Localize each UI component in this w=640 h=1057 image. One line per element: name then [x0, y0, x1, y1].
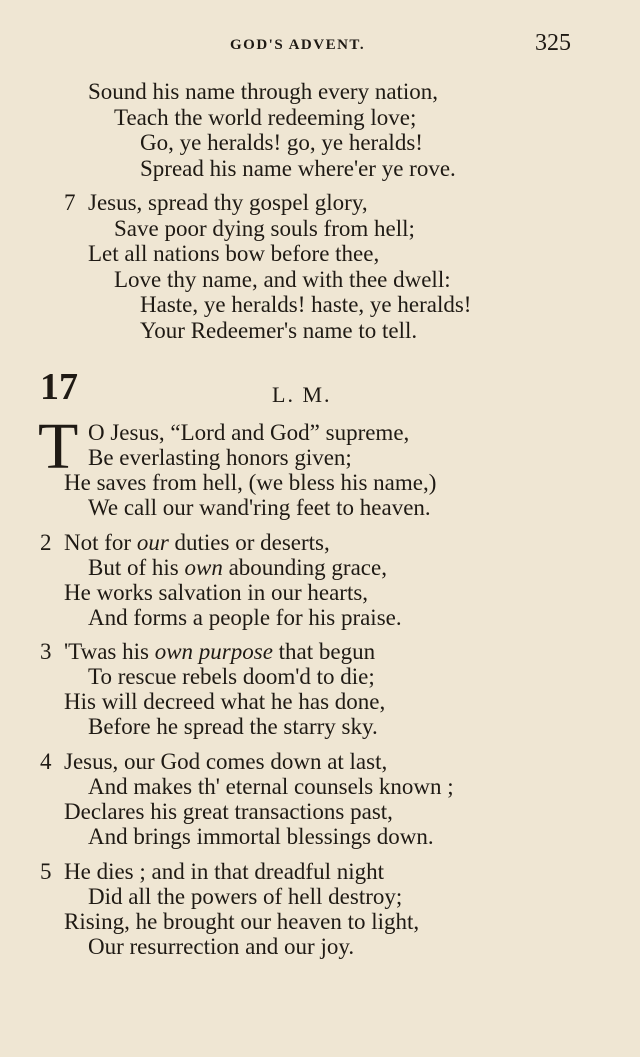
italic-emphasis: own — [184, 555, 223, 580]
verse-line: Spread his name where'er ye rove. — [140, 156, 456, 181]
running-head: GOD'S ADVENT. — [230, 37, 366, 53]
verse-line — [88, 556, 387, 579]
text-span: duties or deserts, — [168, 530, 330, 555]
verse-line: Your Redeemer's name to tell. — [140, 318, 418, 343]
verse-line: Before he spread the starry sky. — [88, 714, 378, 739]
italic-emphasis: own purpose — [154, 639, 273, 664]
verse-line: Love thy name, and with thee dwell: — [114, 267, 451, 292]
verse-line: And brings immortal blessings down. — [88, 824, 434, 849]
verse-number: 2 — [40, 530, 52, 555]
verse-line: Jesus, our God comes down at last, — [64, 749, 388, 774]
italic-emphasis: our — [136, 530, 169, 555]
verse-line: Sound his name through every nation, — [88, 79, 439, 104]
verse-line: Let all nations bow before thee, — [88, 241, 380, 266]
verse-line: And makes th' eternal counsels known ; — [88, 774, 454, 799]
text-span: that begun — [272, 639, 376, 664]
verse-line: O Jesus, “Lord and God” supreme, — [88, 420, 410, 445]
hymn-meter: L. M. — [272, 382, 332, 407]
verse-line: Be everlasting honors given; — [88, 445, 352, 470]
verse-line: Rising, he brought our heaven to light, — [64, 909, 420, 934]
verse-line: Declares his great transactions past, — [64, 799, 393, 824]
verse-number: 4 — [40, 749, 52, 774]
verse-line: Our resurrection and our joy. — [88, 934, 355, 959]
page-number: 325 — [535, 30, 571, 56]
verse-number: 3 — [40, 639, 52, 664]
verse-line: Jesus, spread thy gospel glory, — [88, 190, 368, 215]
verse-line: Did all the powers of hell destroy; — [88, 884, 403, 909]
verse-line: Haste, ye heralds! haste, ye heralds! — [140, 292, 472, 317]
drop-cap: T — [38, 410, 79, 483]
verse-line: To rescue rebels doom'd to die; — [88, 664, 375, 689]
hymn-number: 17 — [40, 366, 78, 408]
verse-line: We call our wand'ring feet to heaven. — [88, 495, 431, 520]
text-span: Not for — [64, 530, 137, 555]
verse-line — [64, 531, 330, 554]
verse-line: And forms a people for his praise. — [88, 605, 402, 630]
verse-line — [64, 640, 375, 663]
verse-line: His will decreed what he has done, — [64, 689, 386, 714]
verse-line: Save poor dying souls from hell; — [114, 216, 415, 241]
verse-number: 7 — [64, 190, 76, 215]
text-span: But of his — [88, 555, 185, 580]
text-span: 'Twas his — [64, 639, 155, 664]
verse-line: Teach the world redeeming love; — [114, 105, 417, 130]
verse-line: He works salvation in our hearts, — [64, 580, 369, 605]
page-header — [0, 30, 640, 60]
text-span: abounding grace, — [222, 555, 387, 580]
verse-line: He dies ; and in that dreadful night — [64, 859, 385, 884]
verse-line: He saves from hell, (we bless his name,) — [64, 470, 437, 495]
verse-line: Go, ye heralds! go, ye heralds! — [140, 130, 423, 155]
verse-number: 5 — [40, 859, 52, 884]
